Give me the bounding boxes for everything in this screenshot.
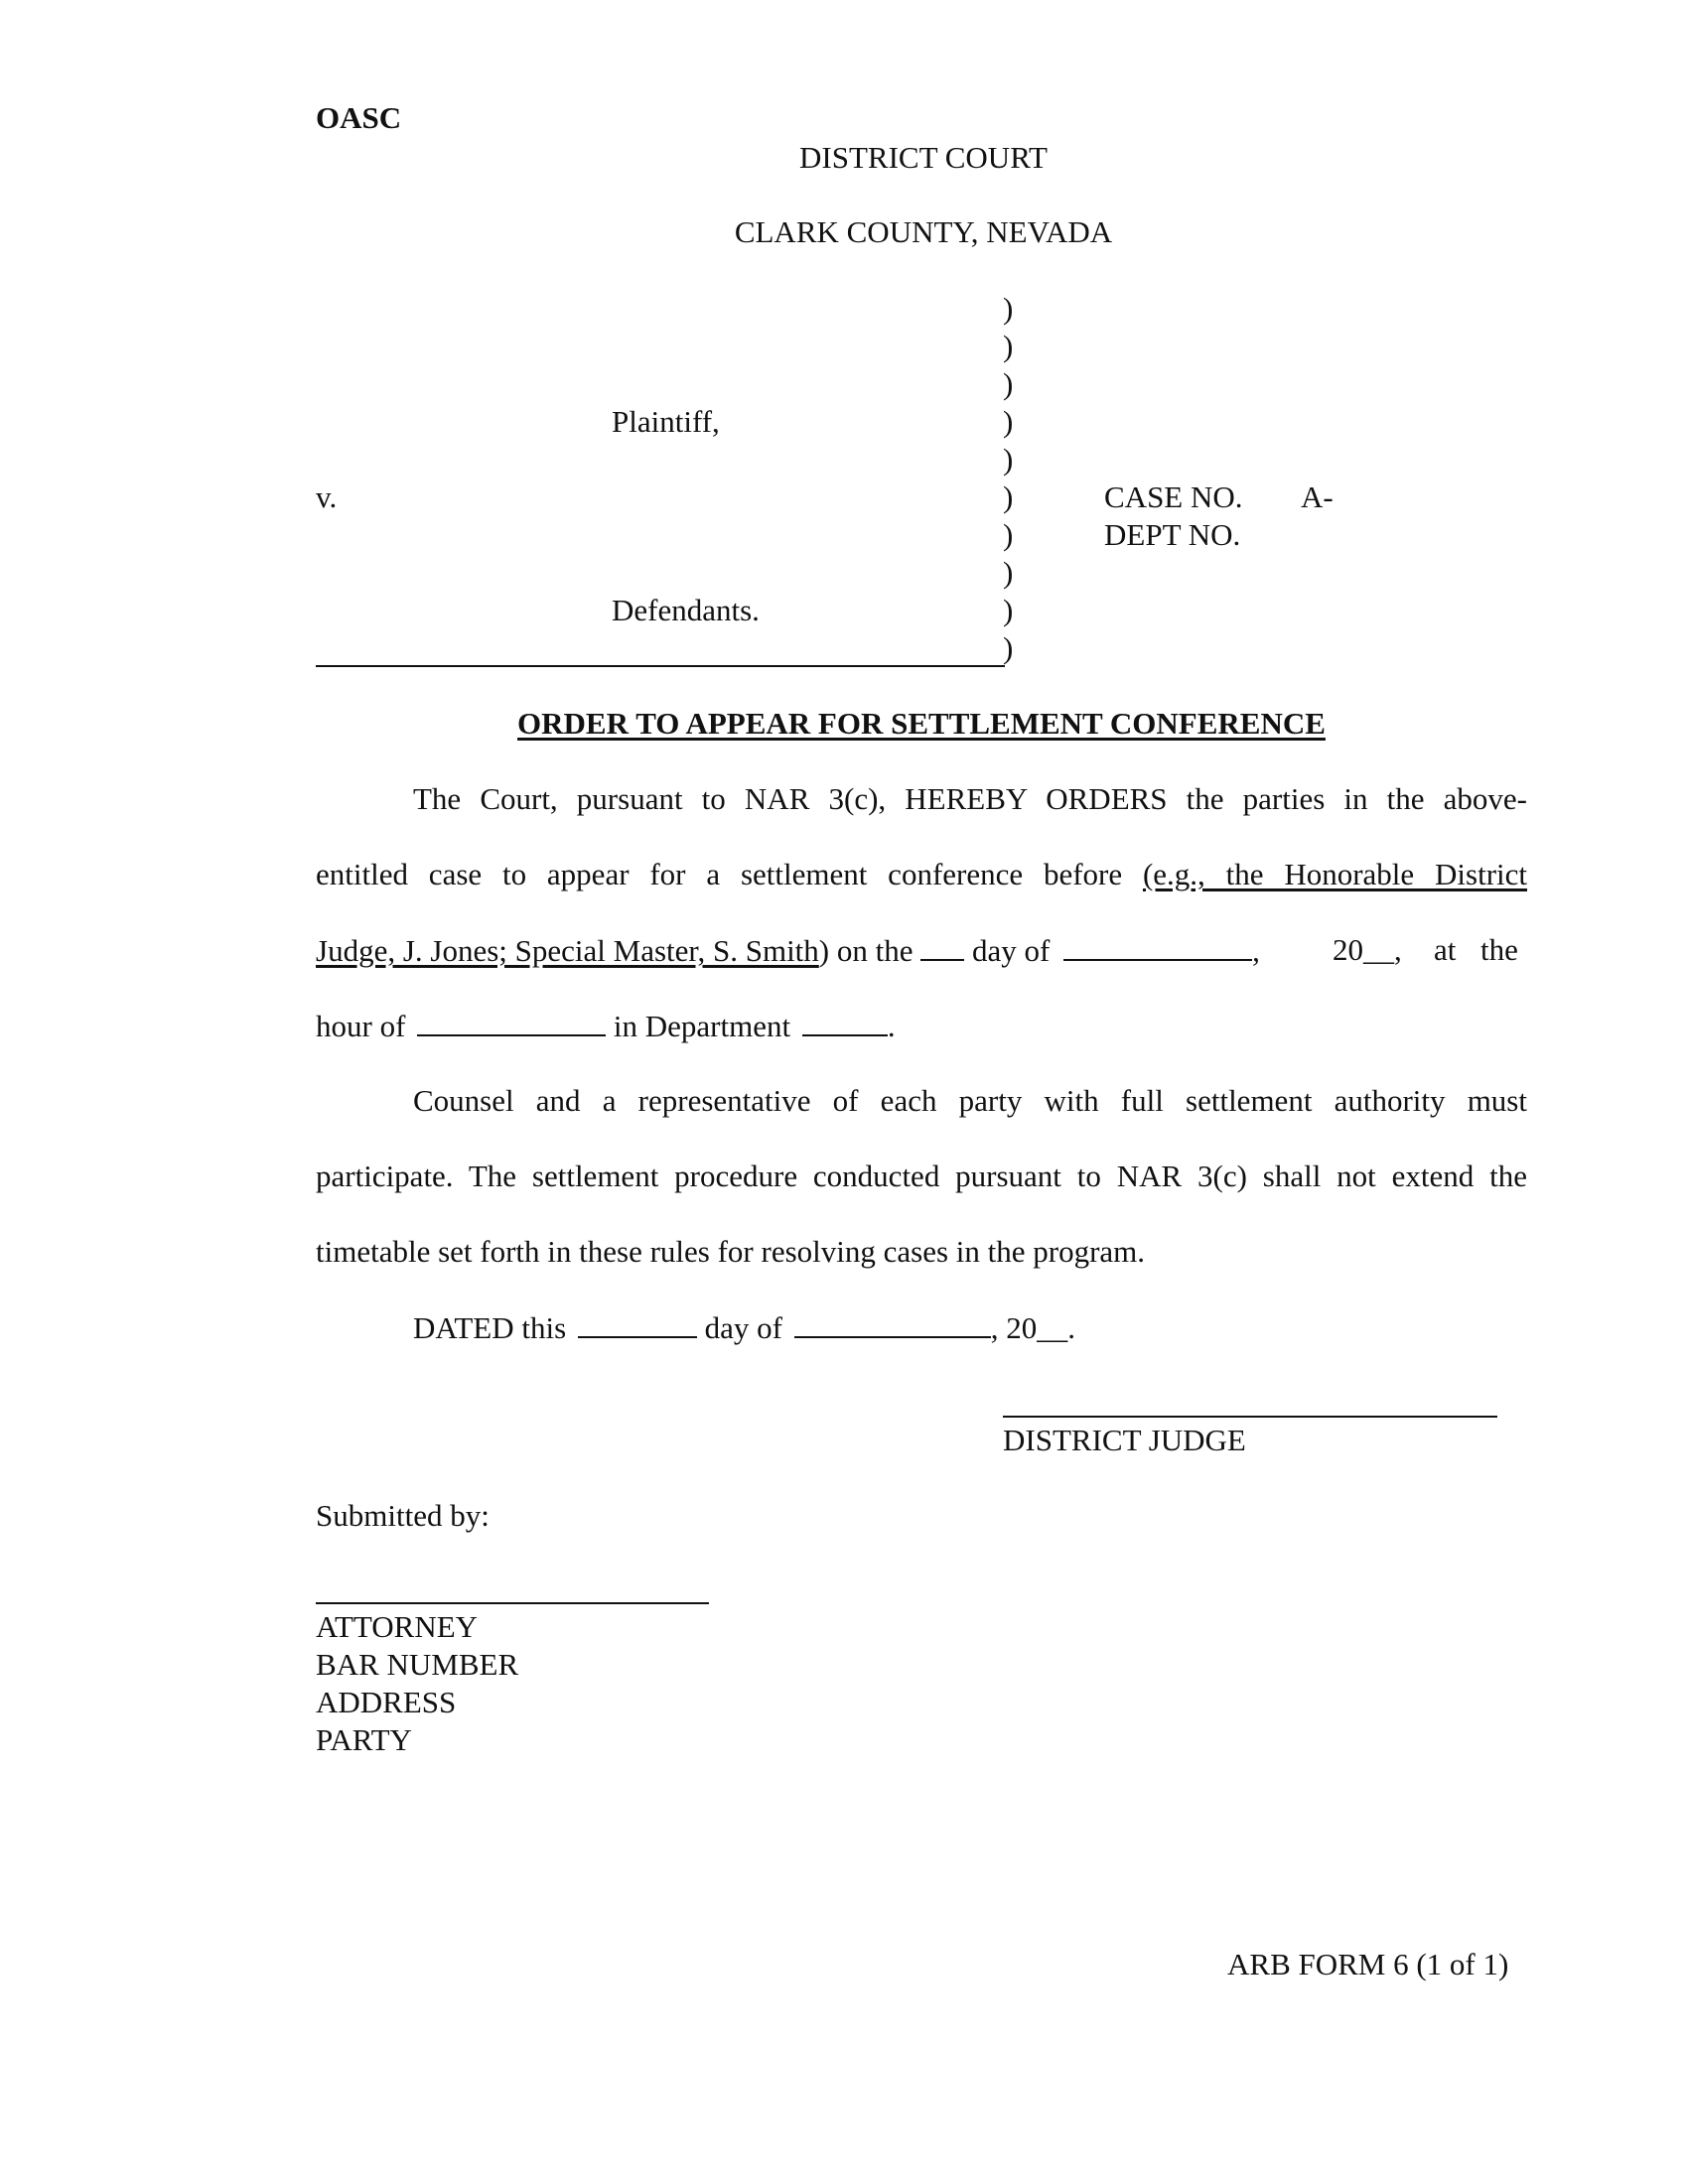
example-text-part-1: (e.g., the Honorable District [1142,857,1528,891]
caption-paren: ) [1003,479,1014,514]
caption-paren: ) [1003,366,1014,401]
caption-paren: ) [1003,593,1014,627]
caption-paren: ) [1003,555,1014,590]
on-the-label: ) on the [818,933,914,968]
dated-prefix: DATED this [413,1310,567,1345]
caption-paren: ) [1003,442,1014,477]
dept-no-label: DEPT NO. [1104,517,1241,552]
counsel-paragraph-line-1: Counsel and a representative of each party with full settlement authority must [413,1083,1527,1118]
day-of-label: day of [972,933,1051,968]
caption-paren: ) [1003,630,1014,665]
hour-of-label: hour of [316,1009,406,1043]
order-title: ORDER TO APPEAR FOR SETTLEMENT CONFERENCE [517,706,1326,741]
counsel-paragraph-line-2: participate. The settlement procedure conducted pursuant to NAR 3(c) shall not extend the [316,1159,1527,1193]
order-line-2-start: entitled case to appear for a settlement conference before [316,857,1123,891]
county-name: CLARK COUNTY, NEVADA [734,214,1113,249]
address-label: ADDRESS [316,1685,457,1719]
caption-paren: ) [1003,517,1014,552]
versus-label: v. [316,479,338,514]
example-text-part-2 [316,931,1260,970]
form-code: OASC [316,100,402,135]
comma: , [1252,933,1260,968]
court-name: DISTRICT COURT [799,140,1048,175]
caption-paren: ) [1003,291,1014,326]
the-label: the [1480,932,1518,967]
in-department-label: in Department [613,1009,791,1043]
hour-blank[interactable] [417,1007,606,1036]
period: . [887,1009,896,1043]
attorney-signature-line[interactable] [316,1602,709,1604]
case-no-value: A- [1301,479,1334,514]
party-label: PARTY [316,1722,412,1757]
order-paragraph-line-1: The Court, pursuant to NAR 3(c), HEREBY ORDERS the parties in the above- [413,781,1527,816]
day-blank[interactable] [920,931,964,961]
order-paragraph-line-4 [316,1007,896,1045]
plaintiff-label: Plaintiff, [612,404,720,439]
bar-number-label: BAR NUMBER [316,1647,519,1682]
year-field: 20__, [1333,932,1402,967]
counsel-paragraph-line-3: timetable set forth in these rules for resolving cases in the program. [316,1234,1146,1269]
attorney-label: ATTORNEY [316,1609,479,1644]
case-no-label: CASE NO. [1104,479,1243,514]
at-label: at [1434,932,1457,967]
department-blank[interactable] [802,1007,888,1036]
form-footer: ARB FORM 6 (1 of 1) [1227,1947,1509,1981]
judge-signature-line[interactable] [1003,1416,1497,1418]
defendants-label: Defendants. [612,593,760,627]
example-text-part-2-value: Judge, J. Jones; Special Master, S. Smith [316,933,819,968]
dated-year: , 20__. [990,1310,1075,1345]
month-blank[interactable] [1063,931,1252,961]
caption-paren: ) [1003,404,1014,439]
dated-month-blank[interactable] [794,1308,991,1338]
dated-day-blank[interactable] [578,1308,697,1338]
dated-day-of-label: day of [704,1310,782,1345]
dated-line [413,1308,1075,1347]
order-paragraph-line-2 [316,856,1527,893]
caption-underline [316,665,1005,667]
caption-paren: ) [1003,329,1014,363]
judge-label: DISTRICT JUDGE [1003,1423,1246,1457]
submitted-by-label: Submitted by: [316,1498,490,1533]
